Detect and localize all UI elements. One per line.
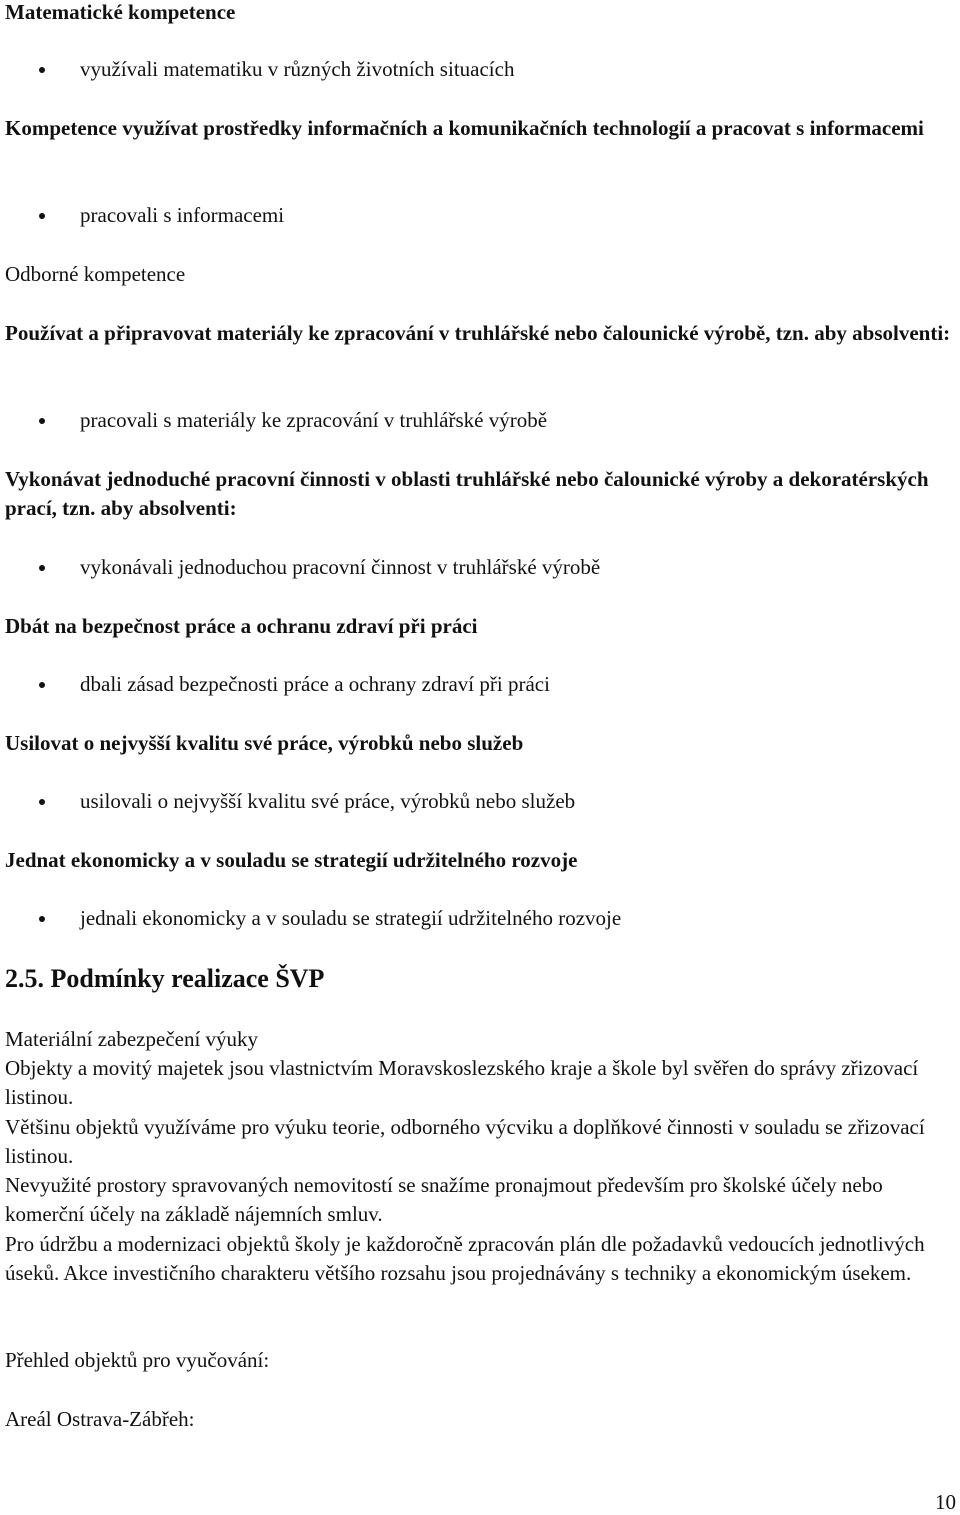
bullet-item xyxy=(5,406,955,435)
bullet-icon xyxy=(39,418,45,424)
bullet-text: pracovali s materiály ke zpracování v truhlářské výrobě xyxy=(80,408,548,432)
paragraph: Většinu objektů využíváme pro výuku teorie, odborného výcviku a doplňkové činnosti v souladu se zřizovací listinou. xyxy=(5,1115,925,1168)
bullet-text: usilovali o nejvyšší kvalitu své práce, výrobků nebo služeb xyxy=(80,789,576,813)
bullet-icon xyxy=(39,916,45,922)
objects-overview: Přehled objektů pro vyučování: xyxy=(5,1348,270,1372)
heading-materials: Používat a připravovat materiály ke zpracování v truhlářské nebo čalounické výrobě, tzn. aby absolventi: xyxy=(5,321,951,345)
bullet-icon xyxy=(39,565,45,571)
bullet-icon xyxy=(39,213,45,219)
bullet-item xyxy=(5,201,955,230)
heading-ict-competence: Kompetence využívat prostředky informačních a komunikačních technologií a pracovat s informacemi xyxy=(5,116,924,140)
paragraph: Nevyužité prostory spravovaných nemovitostí se snažíme pronajmout především pro školské účely nebo komerční účely na základě nájemních smluv. xyxy=(5,1173,883,1226)
bullet-item xyxy=(5,553,955,582)
bullet-icon xyxy=(39,67,45,73)
bullet-item xyxy=(5,55,955,84)
bullet-icon xyxy=(39,799,45,805)
bullet-text: pracovali s informacemi xyxy=(80,203,285,227)
bullet-text: vykonávali jednoduchou pracovní činnost v truhlářské výrobě xyxy=(80,555,601,579)
heading-professional-competence: Odborné kompetence xyxy=(5,262,186,286)
heading-work-activities: Vykonávat jednoduché pracovní činnosti v oblasti truhlářské nebo čalounické výroby a dekoratérských prací, tzn. aby absolventi: xyxy=(5,467,929,520)
bullet-item xyxy=(5,670,955,699)
page-number: 10 xyxy=(935,1490,956,1514)
paragraph: Pro údržbu a modernizaci objektů školy je každoročně zpracován plán dle požadavků vedoucích jednotlivých úseků. Akce investičního charakteru většího rozsahu jsou projednávány s techniky a ekonomickým úsekem. xyxy=(5,1232,925,1285)
section-title: 2.5. Podmínky realizace ŠVP xyxy=(5,964,325,993)
bullet-text: dbali zásad bezpečnosti práce a ochrany zdraví při práci xyxy=(80,672,550,696)
heading-math-competence: Matematické kompetence xyxy=(5,0,236,24)
campus-label: Areál Ostrava-Zábřeh: xyxy=(5,1407,195,1431)
paragraph: Objekty a movitý majetek jsou vlastnictvím Moravskoslezského kraje a škole byl svěřen do správy zřizovací listinou. xyxy=(5,1056,919,1109)
paragraph: Materiální zabezpečení výuky xyxy=(5,1027,259,1051)
heading-economy: Jednat ekonomicky a v souladu se strategií udržitelného rozvoje xyxy=(5,848,578,872)
bullet-icon xyxy=(39,682,45,688)
heading-quality: Usilovat o nejvyšší kvalitu své práce, výrobků nebo služeb xyxy=(5,731,524,755)
bullet-item xyxy=(5,787,955,816)
heading-safety: Dbát na bezpečnost práce a ochranu zdraví při práci xyxy=(5,614,478,638)
bullet-text: využívali matematiku v různých životních situacích xyxy=(80,57,515,81)
bullet-text: jednali ekonomicky a v souladu se strategií udržitelného rozvoje xyxy=(80,906,622,930)
bullet-item xyxy=(5,904,955,933)
